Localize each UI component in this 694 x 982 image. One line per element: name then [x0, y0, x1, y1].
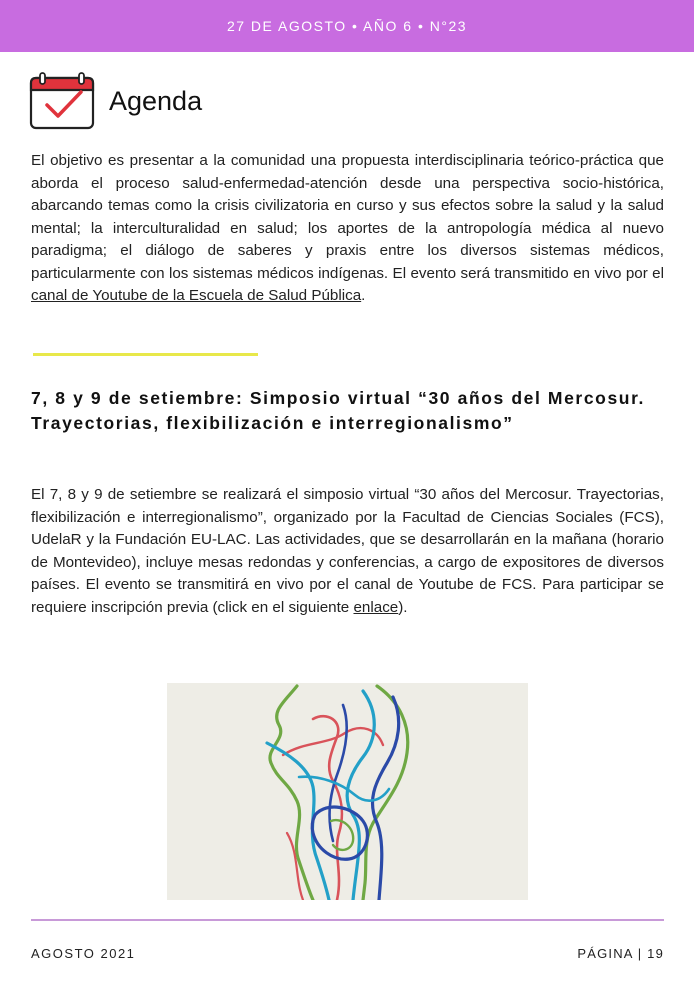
intro-paragraph	[31, 150, 664, 308]
youtube-channel-link[interactable]: canal de Youtube de la Escuela de Salud Pública	[31, 287, 362, 304]
event-paragraph	[31, 484, 664, 619]
calendar-check-icon	[29, 72, 95, 130]
intro-text: El objetivo es presentar a la comunidad una propuesta interdisciplinaria teórico-práctica que aborda el proceso salud-enfermedad-atención desde una perspectiva socio-histórica, abarcando temas como la crisis civilizatoria en curso y sus efectos sobre la salud y la salud mental; la interculturalidad en salud; los aportes de la antropología médica al nuevo paradigma; el diálogo de saberes y praxis entre los diversos sistemas médicos, particularmente con los sistemas médicos indígenas. El evento será transmitido en vivo por el	[31, 152, 664, 282]
issue-header-bar	[0, 0, 694, 52]
agenda-header	[29, 72, 202, 130]
registration-link[interactable]: enlace	[353, 598, 399, 616]
issue-label: 27 DE AGOSTO • AÑO 6 • N°23	[226, 18, 468, 34]
footer-rule	[31, 919, 664, 921]
section-title: Agenda	[109, 85, 203, 116]
footer-date: AGOSTO 2021	[31, 946, 136, 961]
intro-end: .	[361, 287, 366, 304]
section-divider	[33, 353, 258, 356]
event-end: ).	[398, 598, 408, 616]
event-heading: 7, 8 y 9 de setiembre: Simposio virtual “30 años del Mercosur. Trayectorias, flexibilización e interregionalismo”	[31, 388, 645, 433]
footer-page-number: PÁGINA | 19	[577, 946, 664, 961]
mercosur-map-illustration	[167, 683, 528, 900]
event-text: El 7, 8 y 9 de setiembre se realizará el simposio virtual “30 años del Mercosur. Trayectorias, flexibilización e interregionalismo”, organizado por la Facultad de Ciencias Sociales (FCS), UdelaR y la Fundación EU-LAC. Las actividades, que se desarrollarán en la mañana (horario de Montevideo), incluye mesas redondas y conferencias, a cargo de expositores de diversos países. El evento se transmitirá en vivo por el canal de Youtube de FCS. Para participar se requiere inscripción previa (click en el siguiente	[31, 486, 664, 616]
